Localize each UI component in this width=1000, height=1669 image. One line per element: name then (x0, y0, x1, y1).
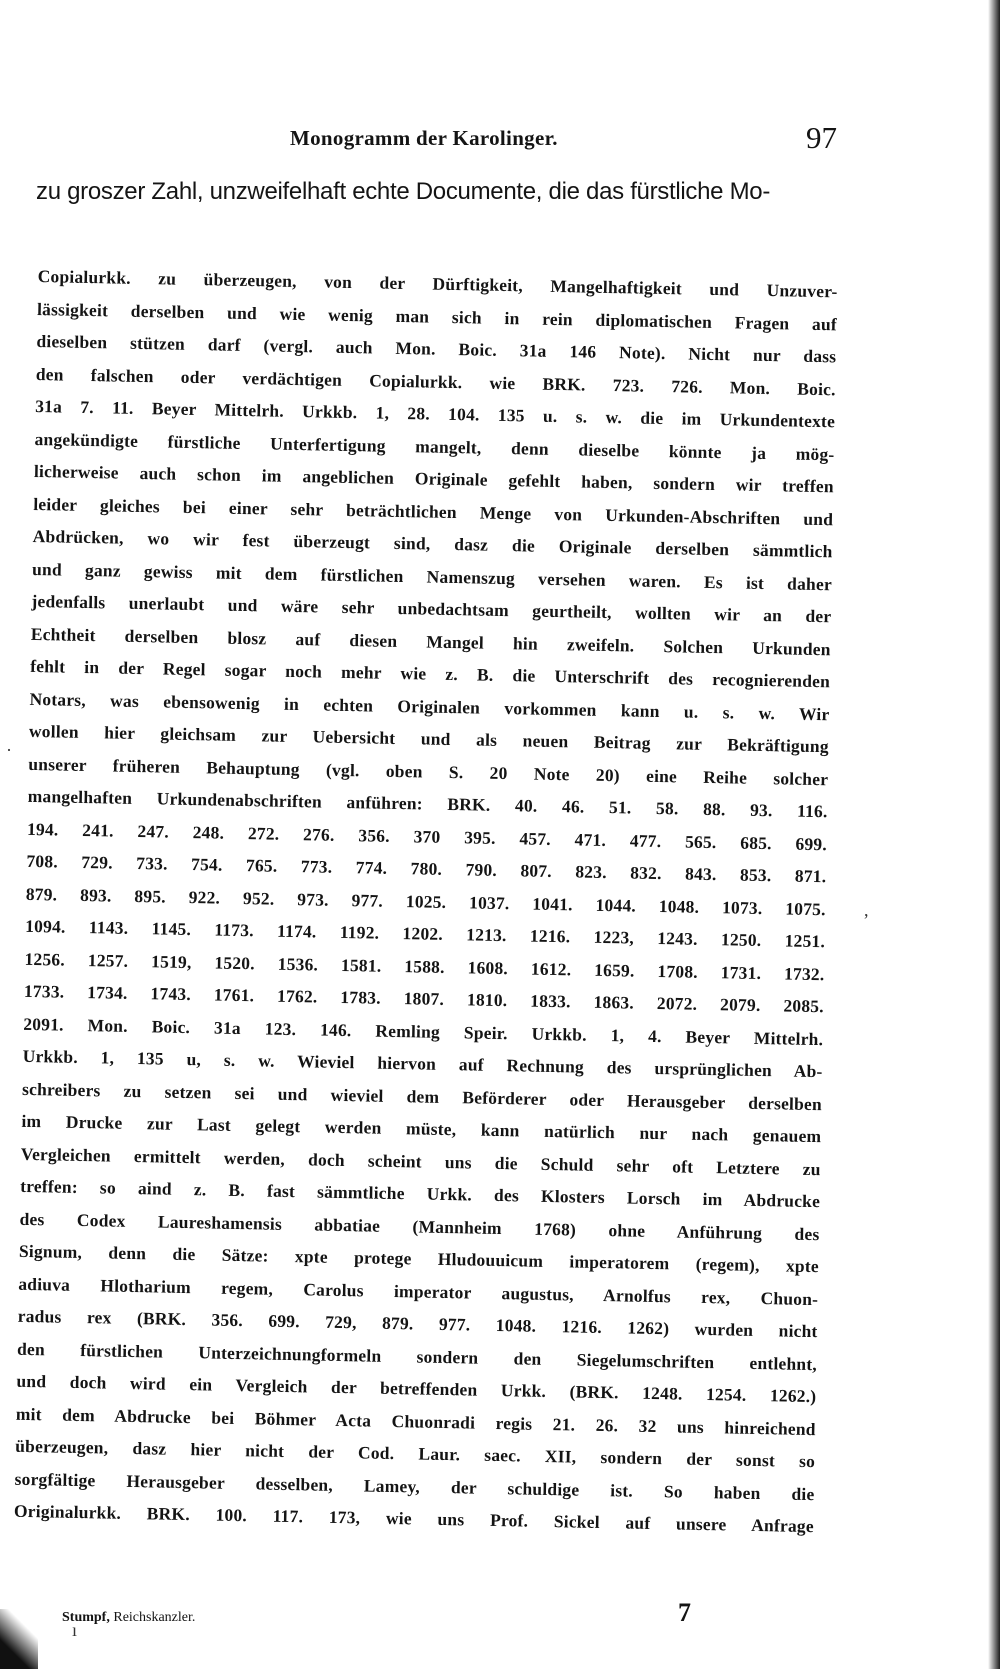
footnote-line: und ganz gewiss mit dem fürstlichen Namenszug versehen waren. Es ist daher (31, 558, 833, 594)
footnote-line: 31a 7. 11. Beyer Mittelrh. Urkkb. 1, 28. 104. 135 u. s. w. die im Urkundentexte (35, 395, 836, 432)
footnote-line: überzeugen, dasz hier nicht der Cod. Laur. saec. XII, sondern der sonst so (15, 1435, 816, 1472)
footnote-line: und doch wird ein Vergleich der betreffenden Urkk. (BRK. 1248. 1254. 1262.) (16, 1370, 817, 1407)
page-edge-shadow (988, 0, 1000, 1669)
footnote-line: Signum, denn die Sätze: xpte protege Hludouuicum imperatorem (regem), xpte (18, 1240, 820, 1277)
running-title: Monogramm der Karolinger. (290, 126, 558, 150)
footnote-line: dieselben stützen darf (vergl. auch Mon. Boic. 31a 146 Note). Nicht nur dass (36, 330, 837, 367)
footnote-line: adiuva Hlotharium regem, Carolus imperator augustus, Arnolfus rex, Chuon- (18, 1273, 819, 1309)
footnote-line: 1733. 1734. 1743. 1761. 1762. 1783. 1807. 1810. 1833. 1863. 2072. 2079. 2085. (23, 980, 825, 1017)
footnote-line: lässigkeit derselben und wie wenig man sich in rein diplomatischen Fragen auf (36, 298, 838, 334)
signature-mark (62, 1610, 195, 1626)
footnote-line: 708. 729. 733. 754. 765. 773. 774. 780. 790. 807. 823. 832. 843. 853. 871. (26, 850, 827, 887)
footnote-line: 2091. Mon. Boic. 31a 123. 146. Remling Speir. Urkkb. 1, 4. Beyer Mittelrh. (23, 1013, 824, 1049)
sheet-number: 7 (678, 1598, 691, 1627)
footnote-line: den falschen oder verdächtigen Copialurkk. wie BRK. 723. 726. Mon. Boic. (35, 363, 836, 399)
footnote-line: fehlt in der Regel sogar noch mehr wie z. B. die Unterschrift des recognierenden (30, 655, 831, 692)
main-text-line: zu groszer Zahl, unzweifelhaft echte Documente, die das fürstliche Mo- (36, 178, 771, 205)
footnote-line: 1094. 1143. 1145. 1173. 1174. 1192. 1202. 1213. 1216. 1223, 1243. 1250. 1251. (25, 915, 826, 952)
page-number: 97 (806, 120, 837, 155)
scan-speck: · (6, 740, 12, 760)
footnote-line: 1256. 1257. 1519, 1520. 1536. 1581. 1588. 1608. 1612. 1659. 1708. 1731. 1732. (24, 948, 825, 984)
footnote-line: mit dem Abdrucke bei Böhmer Acta Chuonradi regis 21. 26. 32 uns hinreichend (15, 1403, 816, 1439)
footnote-line: den fürstlichen Unterzeichnungformeln sondern den Siegelumschriften entlehnt, (16, 1338, 818, 1374)
footnote-line: leider gleiches bei einer sehr beträchtlichen Menge von Urkunden-Abschriften und (33, 493, 834, 529)
footnote-line: jedenfalls unerlaubt und wäre sehr unbedachtsam geurtheilt, wollten wir an der (31, 590, 832, 627)
scan-speck: ı (72, 1620, 78, 1640)
footnote-line: Notars, was ebensowenig in echten Originalen vorkommen kann u. s. w. Wir (29, 688, 830, 724)
footnote-line: Originalurkk. BRK. 100. 117. 173, wie uns Prof. Sickel auf unsere Anfrage (13, 1500, 815, 1537)
footnote-line: Vergleichen ermittelt werden, doch scheint uns die Schuld sehr oft Letztere zu (20, 1143, 821, 1179)
page-footer (0, 1594, 1000, 1634)
footnote-line: des Codex Laureshamensis abbatiae (Mannheim 1768) ohne Anführung des (19, 1208, 820, 1244)
footnote-line: treffen: so aind z. B. fast sämmtliche Urkk. des Klosters Lorsch im Abdrucke (20, 1175, 821, 1212)
footnote-line: radus rex (BRK. 356. 699. 729, 879. 977. 1048. 1216. 1262) wurden nicht (17, 1305, 818, 1342)
signature-name: Stumpf, (62, 1610, 110, 1625)
signature-title: Reichskanzler. (113, 1610, 196, 1625)
footnote-line: Copialurkk. zu überzeugen, von der Dürftigkeit, Mangelhaftigkeit und Unzuver- (37, 265, 838, 302)
footnote-line: unserer früheren Behauptung (vgl. oben S. 20 Note 20) eine Reihe solcher (28, 753, 829, 789)
footnote-line: im Drucke zur Last gelegt werden müste, kann natürlich nur nach genauem (21, 1110, 822, 1147)
footnote-line: Echtheit derselben blosz auf diesen Mangel hin zweifeln. Solchen Urkunden (30, 623, 831, 659)
footnote-line: 194. 241. 247. 248. 272. 276. 356. 370 395. 457. 471. 477. 565. 685. 699. (26, 818, 828, 854)
page-header (0, 118, 1000, 166)
footnote-line: Abdrücken, wo wir fest überzeugt sind, dasz die Originale derselben sämmtlich (32, 525, 833, 562)
footnote-line: schreibers zu setzen sei und wieviel dem Beförderer oder Herausgeber derselben (21, 1078, 823, 1114)
footnote-line: angekündigte fürstliche Unterfertigung mangelt, denn dieselbe könnte ja mög- (34, 428, 835, 464)
footnote-line: sorgfältige Herausgeber desselben, Lamey, der schuldige ist. So haben die (14, 1468, 815, 1504)
footnote-line: licherweise auch schon im angeblichen Originale gefehlt haben, sondern wir treffen (33, 460, 834, 497)
footnote-line: Urkkb. 1, 135 u, s. w. Wieviel hiervon auf Rechnung des ursprünglichen Ab- (22, 1045, 823, 1082)
scan-speck: , (864, 900, 869, 920)
footnote-line: mangelhaften Urkundenabschriften anführen: BRK. 40. 46. 51. 58. 88. 93. 116. (27, 785, 828, 822)
footnote-block (14, 260, 838, 1543)
footnote-line: wollen hier gleichsam zur Uebersicht und als neuen Beitrag zur Bekräftigung (28, 720, 830, 757)
footnote-line: 879. 893. 895. 922. 952. 973. 977. 1025. 1037. 1041. 1044. 1048. 1073. 1075. (25, 883, 826, 919)
